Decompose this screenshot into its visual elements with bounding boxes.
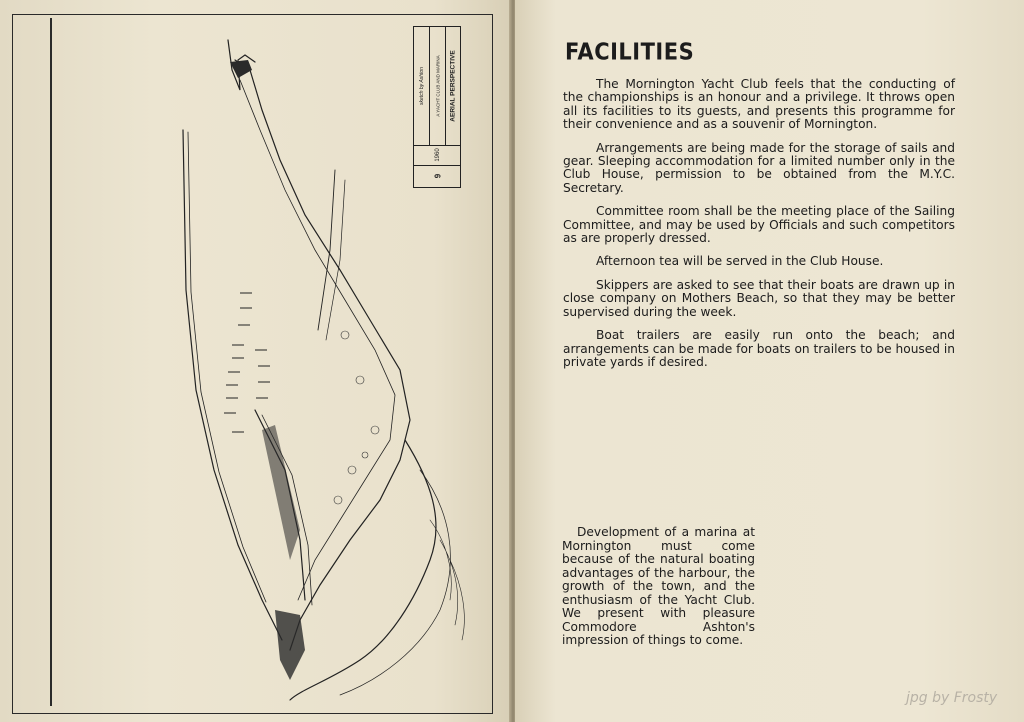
page-heading: FACILITIES <box>565 38 695 65</box>
project-title: A YACHT CLUB AND MARINA <box>435 55 440 117</box>
cliff-hatching <box>230 60 305 680</box>
sheet-number: 9 <box>433 173 443 179</box>
drawing-date: 1960 <box>435 148 441 162</box>
drawing-title-block <box>413 26 461 188</box>
headland-inner <box>240 80 395 600</box>
road-line <box>318 170 335 330</box>
paragraph-storage: Arrangements are being made for the storage of sails and gear. Sleeping accommodation for a limited number only in the Club House, permission to be obtained from the M.Y.C. Secretary. <box>563 140 955 195</box>
title-block-cell-date <box>430 145 446 165</box>
breakwater-line-inner <box>188 132 266 602</box>
handwritten-note: sketch by Ashton <box>418 67 425 105</box>
trees <box>334 331 379 504</box>
title-block-cell-drawing-title <box>446 27 460 145</box>
left-page <box>0 0 511 722</box>
headland-outline <box>235 60 410 650</box>
paragraph-skippers: Skippers are asked to see that their boats are drawn up in close company on Mothers Beach, so that they may be better supervised during the week. <box>563 277 955 319</box>
drawing-title: AERIAL PERSPECTIVE <box>449 50 457 122</box>
title-block-cell-sheet <box>430 165 446 187</box>
paragraph-honour: The Mornington Yacht Club feels that the conducting of the championships is an honour and a privilege. It throws open all its facilities to its guests, and presents this programme for their convenience and as a souvenir of Mornington. <box>563 77 955 132</box>
title-block-cell-handwritten <box>414 27 430 145</box>
paragraph-afternoon-tea: Afternoon tea will be served in the Club House. <box>596 254 884 269</box>
watermark: jpg by Frosty <box>906 690 998 706</box>
title-block-cell-project <box>430 27 446 145</box>
shore-curve <box>290 440 436 700</box>
paragraph-boat-trailers: Boat trailers are easily run onto the beach; and arrangements can be made for boats on trailers to be housed in private yards if desired. <box>563 328 955 369</box>
marina-caption: Development of a marina at Mornington must come because of the natural boating advantages of the harbour, the growth of the town, and the enthusiasm of the Yacht Club. We present with pleasure Commodore Ashton's impression of things to come. <box>562 525 755 647</box>
facilities-section <box>563 38 955 379</box>
moorings <box>224 293 270 432</box>
paragraph-committee-room: Committee room shall be the meeting place of the Sailing Committee, and may be used by Officials and such competitors as are properly dressed. <box>563 204 955 246</box>
